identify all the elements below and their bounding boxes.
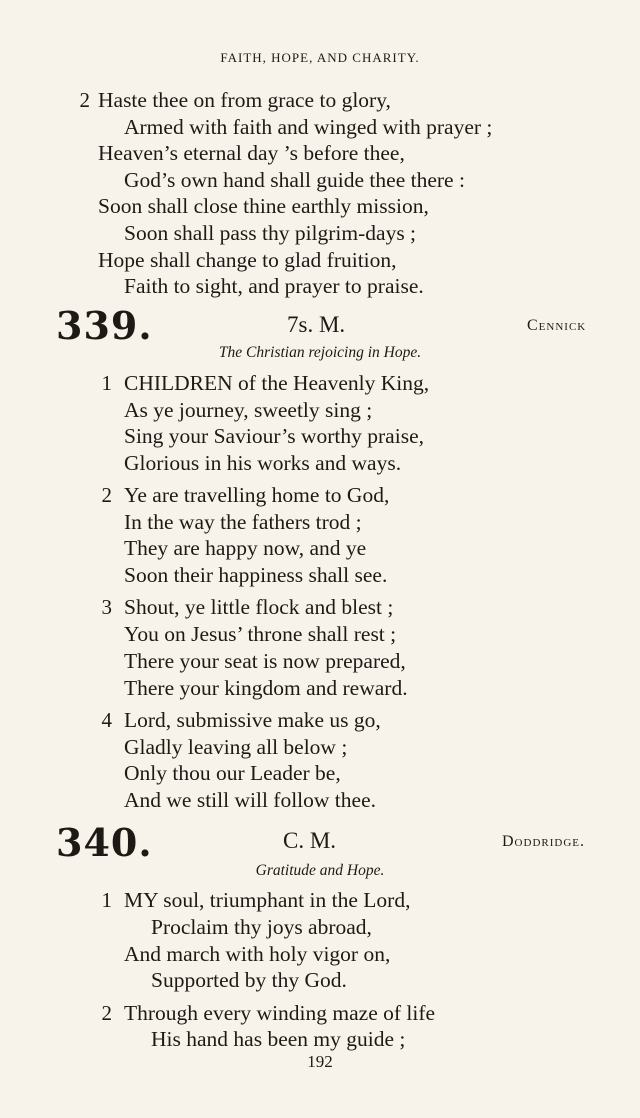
verse-number: 2 <box>101 483 112 507</box>
hymn-subtitle: Gratitude and Hope. <box>255 862 385 879</box>
verse-line: Haste thee on from grace to glory, <box>98 88 391 112</box>
verse-line: Soon shall pass thy pilgrim-days ; <box>124 221 417 245</box>
verse-line: Soon shall close thine earthly mission, <box>98 194 429 218</box>
hymn-meter: C. M. <box>283 828 337 853</box>
verse-number: 4 <box>101 708 112 732</box>
verse-number: 1 <box>101 888 112 912</box>
verse-line: In the way the fathers trod ; <box>124 510 362 534</box>
verse-line: There your kingdom and reward. <box>124 676 408 700</box>
verse-line: Hope shall change to glad fruition, <box>98 248 397 272</box>
verse-line: His hand has been my guide ; <box>151 1027 406 1051</box>
verse-line: As ye journey, sweetly sing ; <box>124 398 373 422</box>
running-head: FAITH, HOPE, AND CHARITY. <box>220 50 420 65</box>
verse-line: Faith to sight, and prayer to praise. <box>124 274 424 298</box>
verse-number: 1 <box>101 371 112 395</box>
verse-line: Armed with faith and winged with prayer ; <box>124 115 493 139</box>
hymn-subtitle: The Christian rejoicing in Hope. <box>218 344 422 361</box>
hymn-number: 340. <box>56 820 153 865</box>
verse-line: Proclaim thy joys abroad, <box>151 915 372 939</box>
hymn-meter: 7s. M. <box>287 312 346 337</box>
verse-line: Lord, submissive make us go, <box>124 708 381 732</box>
verse-line: There your seat is now prepared, <box>124 649 406 673</box>
verse-line: Glorious in his works and ways. <box>124 451 402 475</box>
verse-line: MY soul, triumphant in the Lord, <box>124 888 411 912</box>
verse-line: They are happy now, and ye <box>124 536 367 560</box>
hymn-author: Cennick <box>527 317 587 334</box>
verse-line: Gladly leaving all below ; <box>124 735 348 759</box>
verse-line: Sing your Saviour’s worthy praise, <box>124 424 424 448</box>
verse-line: Supported by thy God. <box>151 968 347 992</box>
verse-line: And march with holy vigor on, <box>124 942 391 966</box>
verse-line: Heaven’s eternal day ’s before thee, <box>98 141 405 165</box>
verse-line: God’s own hand shall guide thee there : <box>124 168 465 192</box>
hymn-author: Doddridge. <box>502 833 585 850</box>
verse-line: Ye are travelling home to God, <box>124 483 390 507</box>
verse-line: You on Jesus’ throne shall rest ; <box>124 622 397 646</box>
hymn-number: 339. <box>56 303 153 348</box>
verse-line: Soon their happiness shall see. <box>124 563 388 587</box>
verse-line: Through every winding maze of life <box>124 1001 436 1025</box>
verse-number: 2 <box>79 88 90 112</box>
verse-line: Only thou our Leader be, <box>124 761 341 785</box>
verse-line: Shout, ye little flock and blest ; <box>124 595 394 619</box>
verse-line: CHILDREN of the Heavenly King, <box>124 371 430 395</box>
page-number: 192 <box>307 1052 333 1071</box>
verse-number: 3 <box>101 595 112 619</box>
verse-number: 2 <box>101 1001 112 1025</box>
verse-line: And we still will follow thee. <box>124 788 376 812</box>
